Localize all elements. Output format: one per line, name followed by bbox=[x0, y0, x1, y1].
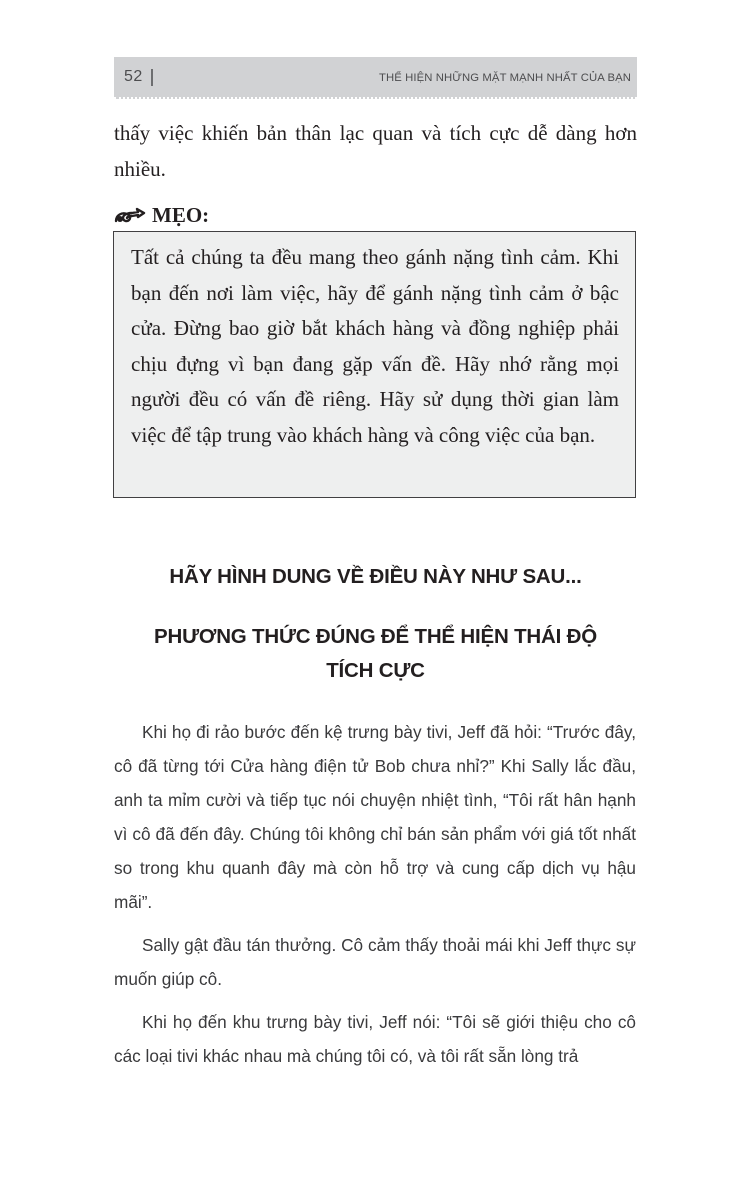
running-title: THỂ HIỆN NHỮNG MẶT MẠNH NHẤT CỦA BẠN bbox=[379, 72, 631, 84]
tip-label: MẸO: bbox=[152, 202, 210, 227]
subsection-heading-line-1: PHƯƠNG THỨC ĐÚNG ĐỂ THỂ HIỆN THÁI ĐỘ bbox=[154, 625, 597, 648]
tip-heading bbox=[114, 199, 209, 231]
body-paragraph-3: Khi họ đến khu trưng bày tivi, Jeff nói: “Tôi sẽ giới thiệu cho cô các loại tivi khác nhau mà chúng tôi có, và tôi rất sẵn lòng trả bbox=[114, 1012, 636, 1066]
body-paragraph-2: Sally gật đầu tán thưởng. Cô cảm thấy thoải mái khi Jeff thực sự muốn giúp cô. bbox=[114, 935, 636, 989]
tip-text: Tất cả chúng ta đều mang theo gánh nặng tình cảm. Khi bạn đến nơi làm việc, hãy để gánh nặng tình cảm ở bậc cửa. Đừng bao giờ bắt khách hàng và đồng nghiệp phải chịu đựng vì bạn đang gặp vấn đề. Hãy nhớ rằng mọi người đều có vấn đề riêng. Hãy sử dụng thời gian làm việc để tập trung vào khách hàng và công việc của bạn. bbox=[131, 245, 619, 447]
intro-paragraph: thấy việc khiến bản thân lạc quan và tích cực dễ dàng hơn nhiều. bbox=[114, 121, 637, 181]
header-divider bbox=[151, 69, 153, 86]
subsection-heading bbox=[114, 620, 637, 688]
running-header bbox=[114, 57, 637, 99]
body-paragraph-1: Khi họ đi rảo bước đến kệ trưng bày tivi, Jeff đã hỏi: “Trước đây, cô đã từng tới Cửa hàng điện tử Bob chưa nhỉ?” Khi Sally lắc đầu, anh ta mỉm cười và tiếp tục nói chuyện nhiệt tình, “Tôi rất hân hạnh vì cô đã đến đây. Chúng tôi không chỉ bán sản phẩm với giá tốt nhất so trong khu quanh đây mà còn hỗ trợ và cung cấp dịch vụ hậu mãi”. bbox=[114, 722, 636, 912]
subsection-heading-line-2: TÍCH CỰC bbox=[326, 659, 425, 682]
section-heading: HÃY HÌNH DUNG VỀ ĐIỀU NÀY NHƯ SAU... bbox=[169, 565, 582, 588]
page-number: 52 bbox=[124, 68, 143, 85]
tip-box bbox=[113, 231, 636, 498]
pointing-hand-icon bbox=[114, 205, 146, 225]
